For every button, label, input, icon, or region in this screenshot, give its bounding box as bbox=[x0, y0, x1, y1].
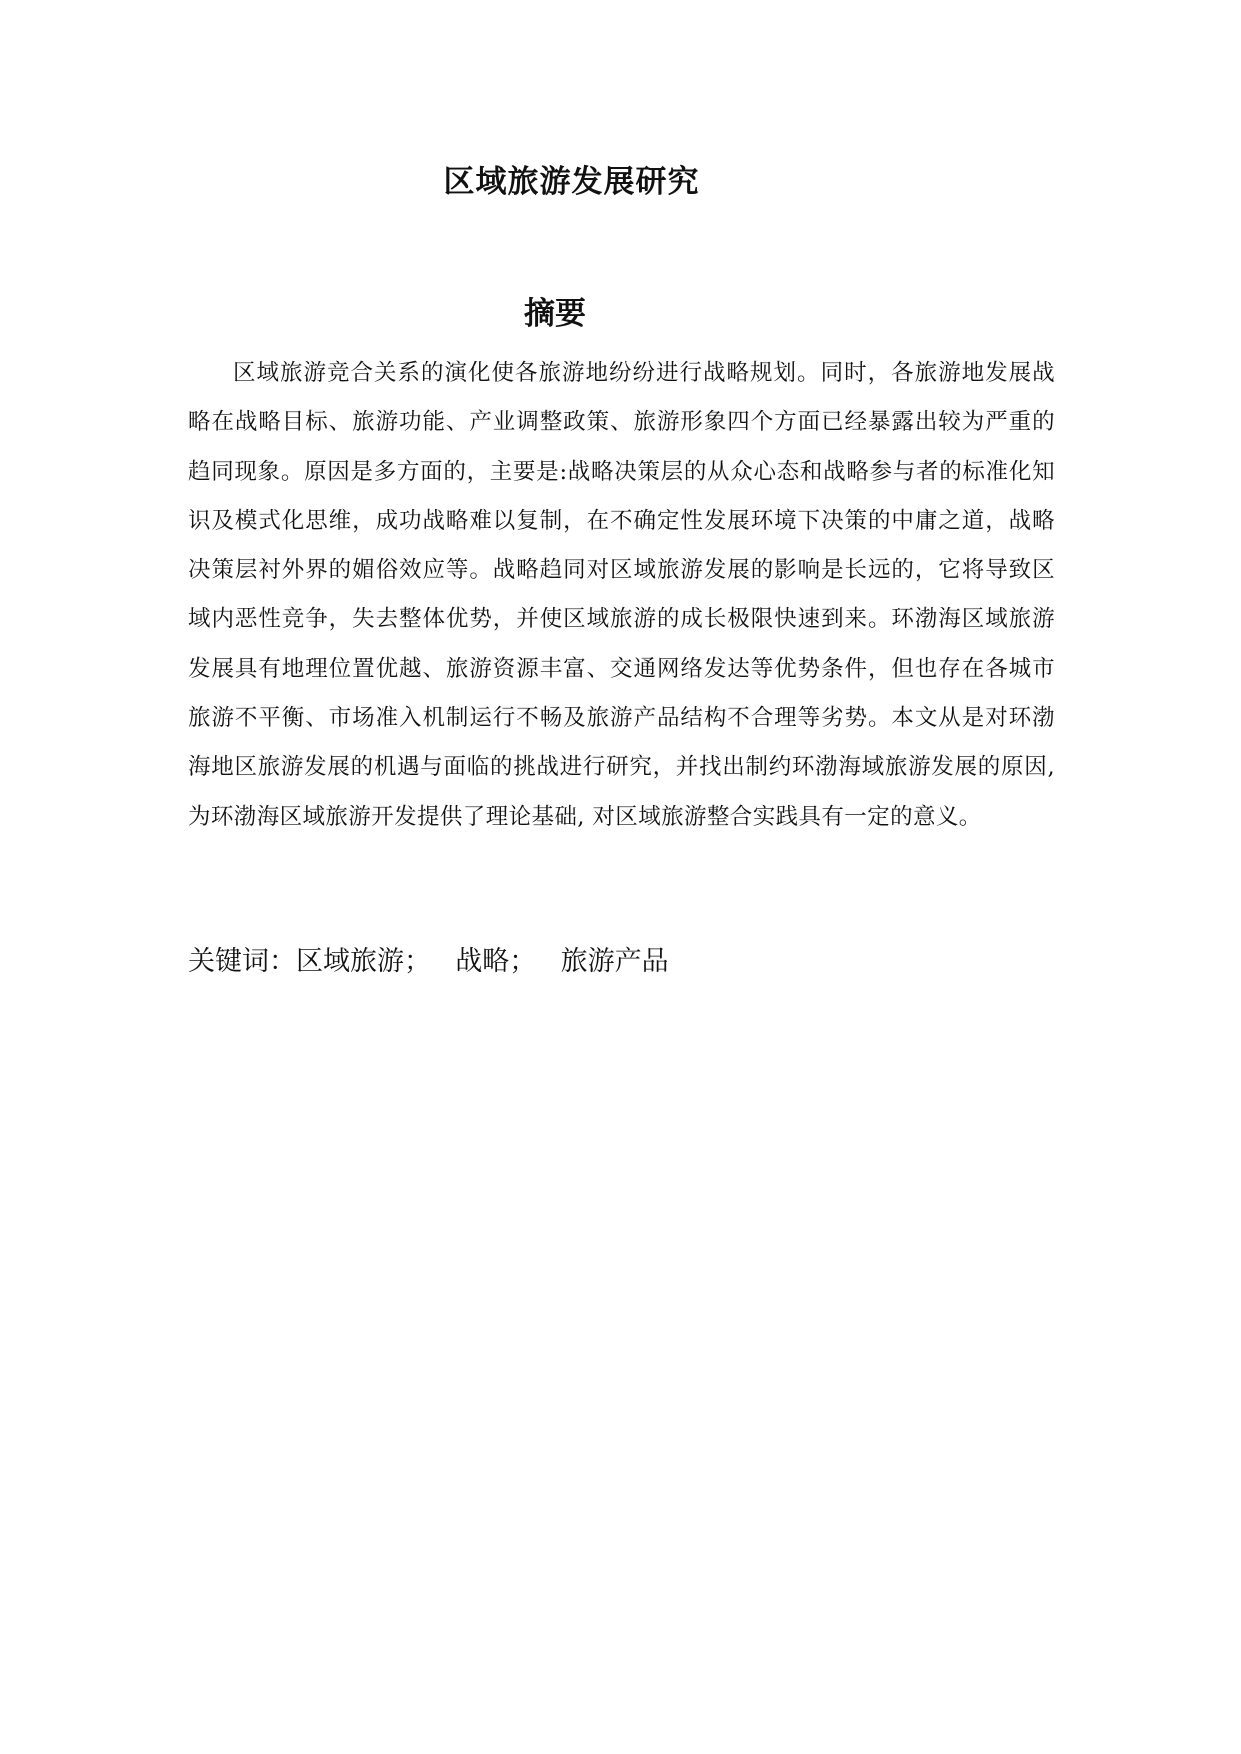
keywords-line bbox=[188, 942, 1055, 982]
keyword-item: 战略； bbox=[455, 946, 537, 977]
document-title: 区域旅游发展研究 bbox=[443, 164, 700, 200]
keywords-label: 关键词： bbox=[188, 946, 296, 977]
abstract-heading: 摘要 bbox=[524, 296, 586, 332]
keyword-item: 旅游产品 bbox=[560, 946, 669, 977]
keyword-item: 区域旅游； bbox=[296, 946, 431, 977]
abstract-paragraph: 区域旅游竞合关系的演化使各旅游地纷纷进行战略规划。同时，各旅游地发展战略在战略目标、旅游功能、产业调整政策、旅游形象四个方面已经暴露出较为严重的趋同现象。原因是多方面的，主要是:战略决策层的从众心态和战略参与者的标准化知识及模式化思维，成功战略难以复制，在不确定性发展环境下决策的中庸之道，战略决策层衬外界的媚俗效应等。战略趋同对区域旅游发展的影响是长远的，它将导致区域内恶性竞争，失去整体优势，并使区域旅游的成长极限快速到来。环渤海区域旅游发展具有地理位置优越、旅游资源丰富、交通网络发达等优势条件，但也存在各城市旅游不平衡、市场准入机制运行不畅及旅游产品结构不合理等劣势。本文从是对环渤海地区旅游发展的机遇与面临的挑战进行研究，并找出制约环渤海域旅游发展的原因, 为环渤海区域旅游开发提供了理论基础, 对区域旅游整合实践具有一定的意义。 bbox=[188, 360, 1055, 830]
